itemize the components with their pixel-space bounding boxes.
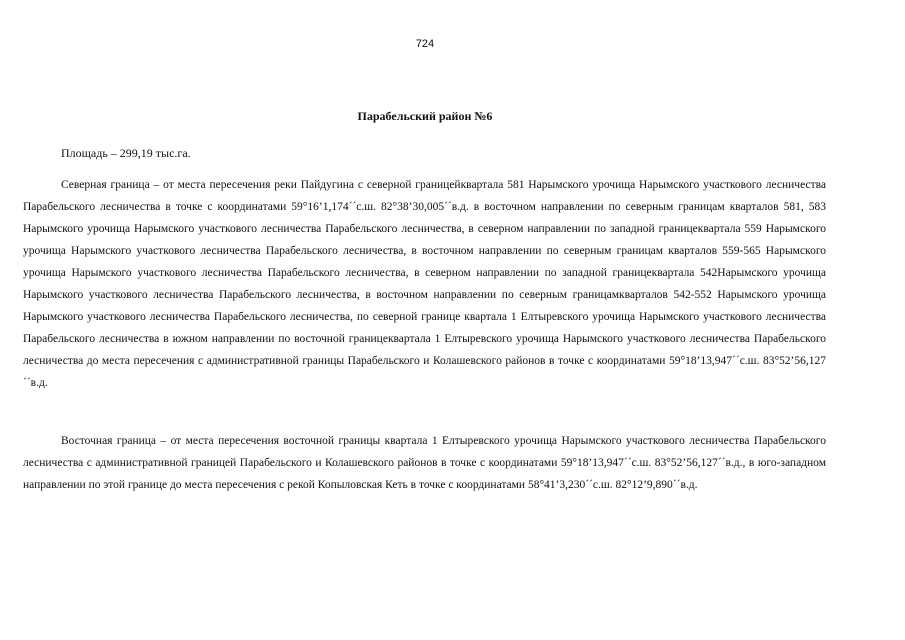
area-statement: Площадь – 299,19 тыс.га.	[61, 146, 191, 160]
page-number: 724	[415, 38, 435, 50]
north-boundary-paragraph: Северная граница – от места пересечения реки Пайдугина с северной границейквартала 581 Нарымского урочища Нарымского участкового лесничества Парабельского лесничества в точке с координатами 59°16’1,174´´с.ш. 82°38’30,005´´в.д. в восточном направлении по северным границам кварталов 581, 583 Нарымского урочища Нарымского участкового лесничества Парабельского лесничества, в северном направлении по западной границеквартала 559 Нарымского урочища Нарымского участкового лесничества Парабельского лесничества, в восточном направлении по северным границам кварталов 559-565 Нарымского урочища Нарымского участкового лесничества Парабельского лесничества, в северном направлении по западной границеквартала 542Нарымского урочища Нарымского участкового лесничества Парабельского лесничества, в восточном направлении по северным границамкварталов 542-552 Нарымского урочища Нарымского участкового лесничества Парабельского лесничества, по северной границе квартала 1 Елтыревского урочища Нарымского участкового лесничества Парабельского лесничества в южном направлении по восточной границеквартала 1 Елтыревского урочища Нарымского участкового лесничества Парабельского лесничества до места пересечения с административной границы Парабельского и Колашевского районов в точке с координатами 59°18’13,947´´с.ш. 83°52’56,127´´в.д.	[23, 179, 826, 389]
document-title: Парабельский район №6	[357, 109, 493, 123]
east-boundary-paragraph: Восточная граница – от места пересечения восточной границы квартала 1 Елтыревского урочища Нарымского участкового лесничества Парабельского лесничества с административной границей Парабельского и Колашевского районов в точке с координатами 59°18’13,947´´с.ш. 83°52’56,127´´в.д., в юго-западном направлении по этой границе до места пересечения с рекой Копыловская Кеть в точке с координатами 58°41’3,230´´с.ш. 82°12’9,890´´в.д.	[23, 435, 826, 491]
